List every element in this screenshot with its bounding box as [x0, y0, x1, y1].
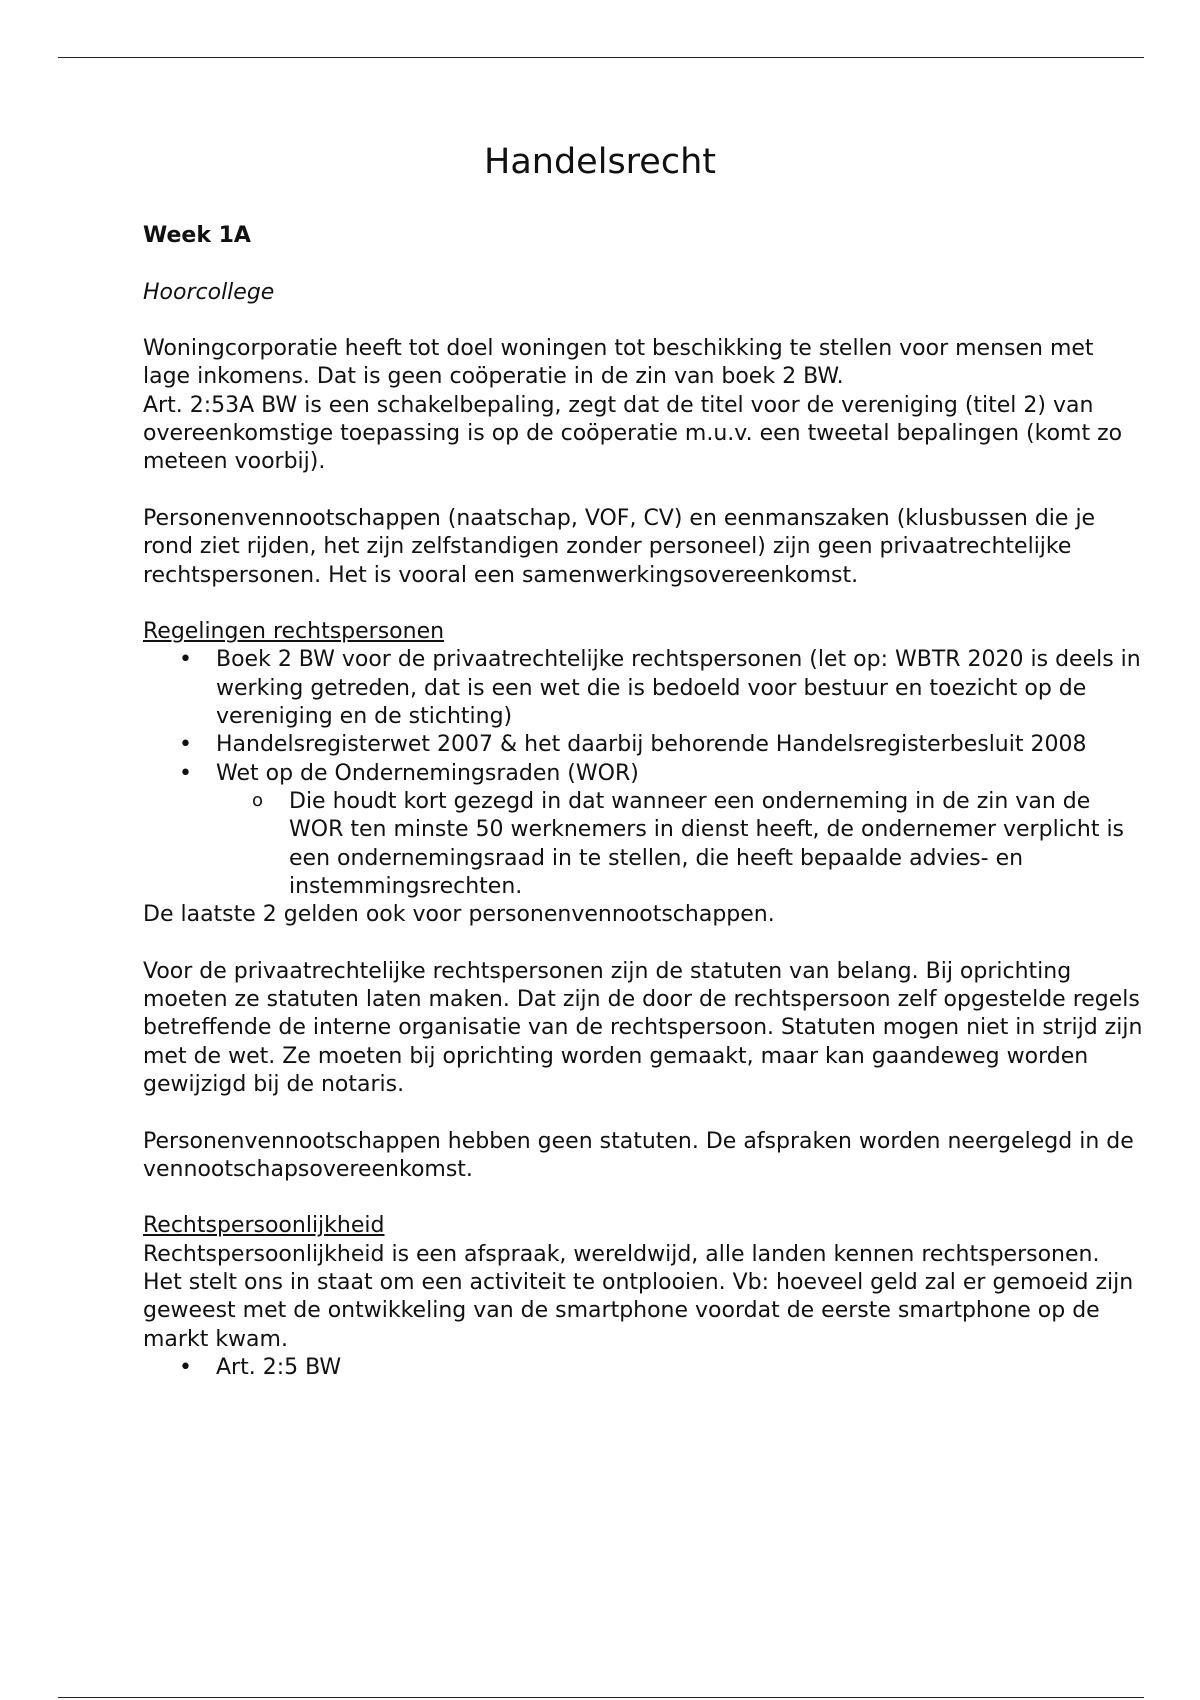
rechtspersoonlijkheid-list: [143, 1354, 1143, 1382]
paragraph-schakelbepaling: Art. 2:53A BW is een schakelbepaling, zegt dat de titel voor de vereniging (titel 2) van overeenkomstige toepassing is op de coöperatie m.u.v. een tweetal bepalingen (komt zo meteen voorbij).: [143, 392, 1123, 475]
paragraph-statuten: Voor de privaatrechtelijke rechtspersonen zijn de statuten van belang. Bij oprichting moeten ze statuten laten maken. Dat zijn de door de rechtspersoon zelf opgestelde regels betreffende de interne organisatie van de rechtspersoon. Statuten mogen niet in strijd zijn met de wet. Ze moeten bij oprichting worden gemaakt, maar kan gaandeweg worden gewijzigd bij de notaris.: [143, 958, 1143, 1097]
top-rule: [58, 57, 1144, 58]
list-item-text: Wet op de Ondernemingsraden (WOR): [216, 760, 639, 786]
sub-list: [216, 788, 1143, 901]
list-item: [179, 760, 1143, 901]
paragraph-personenvennootschappen: Personenvennootschappen (naatschap, VOF, CV) en eenmanszaken (klusbussen die je rond ziet rijden, het zijn zelfstandigen zonder personeel) zijn geen privaatrechtelijke rechtspersonen. Het is vooral een samenwerkingsovereenkomst.: [143, 505, 1096, 588]
paragraph-woningcorporatie: Woningcorporatie heeft tot doel woningen tot beschikking te stellen voor mensen met lage inkomens. Dat is geen coöperatie in de zin van boek 2 BW.: [143, 336, 1094, 390]
week-heading: Week 1A: [143, 223, 251, 248]
bullet-icon: •: [179, 732, 192, 758]
list-item-text: Handelsregisterwet 2007 & het daarbij behorende Handelsregisterbesluit 2008: [216, 732, 1087, 758]
bullet-icon: •: [179, 1354, 192, 1380]
list-item: [179, 1354, 1143, 1382]
sub-list-item-text: Die houdt kort gezegd in dat wanneer een onderneming in de zin van de WOR ten minste 50 werknemers in dienst heeft, de ondernemer verplicht is een ondernemingsraad in te stellen, die heeft bepaalde advies- en instemmingsrechten.: [289, 788, 1125, 899]
list-item-text: Art. 2:5 BW: [216, 1354, 342, 1380]
section-heading-regelingen: Regelingen rechtspersonen: [143, 619, 445, 645]
regelingen-list: [143, 646, 1143, 901]
paragraph-laatste-2: De laatste 2 gelden ook voor personenvennootschappen.: [143, 902, 775, 928]
list-item-text: Boek 2 BW voor de privaatrechtelijke rechtspersonen (let op: WBTR 2020 is deels in werking getreden, dat is een wet die is bedoeld voor bestuur en toezicht op de vereniging en de stichting): [216, 647, 1141, 730]
bullet-icon: •: [179, 760, 192, 786]
sub-list-item: [252, 788, 1143, 901]
paragraph-geen-statuten: Personenvennootschappen hebben geen statuten. De afspraken worden neergelegd in de vennootschapsovereenkomst.: [143, 1128, 1134, 1182]
section-heading-rechtspersoonlijkheid: Rechtspersoonlijkheid: [143, 1213, 385, 1239]
circle-bullet-icon: o: [252, 789, 264, 811]
bullet-icon: •: [179, 647, 192, 673]
paragraph-rechtspersoonlijkheid: Rechtspersoonlijkheid is een afspraak, wereldwijd, alle landen kennen rechtspersonen. Het stelt ons in staat om een activiteit te ontplooien. Vb: hoeveel geld zal er gemoeid zijn geweest met de ontwikkeling van de smartphone voordat de eerste smartphone op de markt kwam.: [143, 1241, 1134, 1352]
list-item: [179, 646, 1143, 731]
page-title: Handelsrecht: [484, 142, 716, 182]
bottom-rule: [58, 1697, 1144, 1698]
document-body: [143, 222, 1143, 1382]
lecture-subtitle: Hoorcollege: [143, 279, 275, 305]
list-item: [179, 731, 1143, 759]
